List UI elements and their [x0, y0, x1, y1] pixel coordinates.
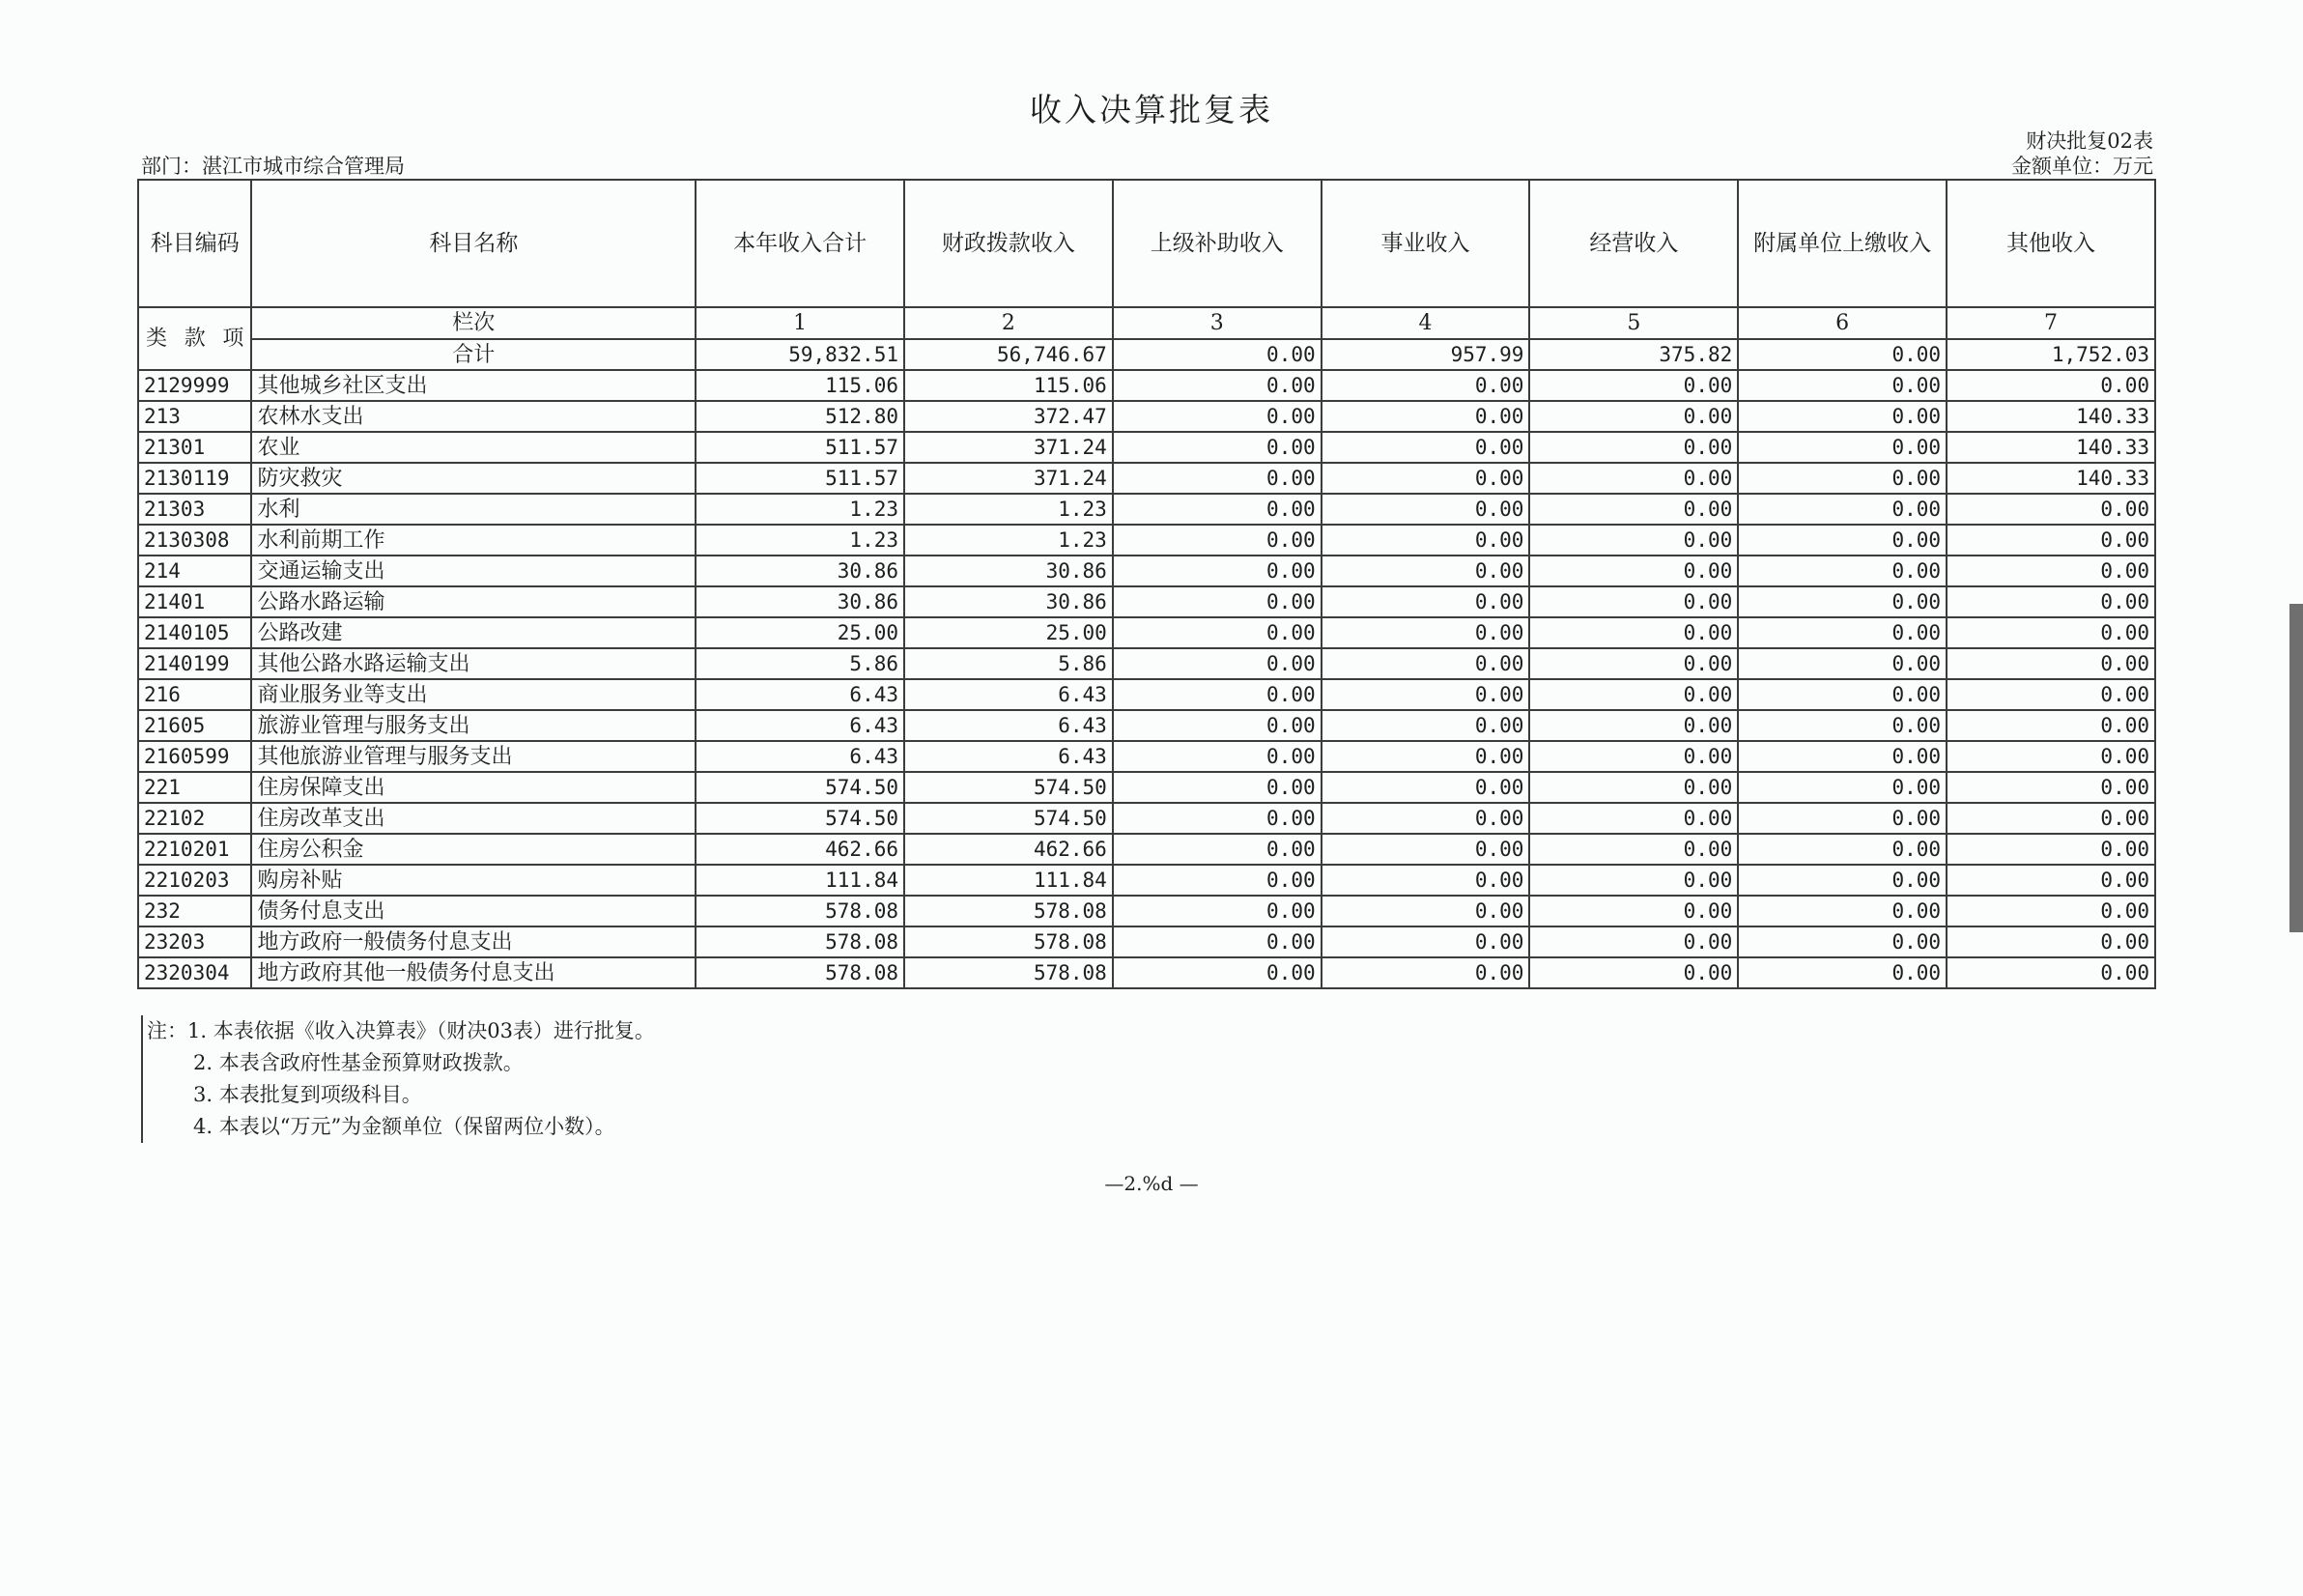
- table-row: [138, 432, 2155, 463]
- amount-cell: 0.00: [1113, 957, 1322, 988]
- subject-code: 22102: [138, 803, 251, 834]
- total-row: [138, 339, 2155, 370]
- subject-code: 2160599: [138, 741, 251, 772]
- amount-cell: 372.47: [904, 401, 1113, 432]
- amount-cell: 0.00: [1113, 648, 1322, 679]
- amount-cell: 0.00: [1947, 865, 2155, 896]
- subject-code: 214: [138, 556, 251, 586]
- total-value: 0.00: [1738, 339, 1947, 370]
- subject-name: 公路水路运输: [251, 586, 696, 617]
- header-affiliate: 附属单位上缴收入: [1738, 180, 1947, 307]
- amount-cell: 140.33: [1947, 401, 2155, 432]
- amount-cell: 0.00: [1529, 525, 1738, 556]
- subject-code: 2130308: [138, 525, 251, 556]
- subject-code: 21301: [138, 432, 251, 463]
- amount-cell: 5.86: [904, 648, 1113, 679]
- column-label: 栏次: [251, 307, 696, 339]
- amount-cell: 0.00: [1738, 525, 1947, 556]
- subject-code: 216: [138, 679, 251, 710]
- amount-cell: 578.08: [696, 896, 904, 926]
- amount-cell: 371.24: [904, 463, 1113, 494]
- amount-cell: 0.00: [1947, 741, 2155, 772]
- amount-cell: 6.43: [904, 741, 1113, 772]
- amount-cell: 0.00: [1947, 896, 2155, 926]
- amount-cell: 0.00: [1113, 401, 1322, 432]
- subject-name: 农林水支出: [251, 401, 696, 432]
- subject-name: 住房保障支出: [251, 772, 696, 803]
- amount-cell: 0.00: [1529, 494, 1738, 525]
- table-row: [138, 896, 2155, 926]
- amount-cell: 0.00: [1113, 370, 1322, 401]
- amount-cell: 0.00: [1738, 494, 1947, 525]
- sub-header-kuan: 款: [184, 327, 206, 351]
- column-number: 2: [904, 307, 1113, 339]
- amount-cell: 0.00: [1322, 401, 1530, 432]
- amount-cell: 0.00: [1322, 463, 1530, 494]
- column-number: 3: [1113, 307, 1322, 339]
- amount-cell: 0.00: [1738, 772, 1947, 803]
- note-1: 注：1. 本表依据《收入决算表》（财决03表）进行批复。: [147, 1019, 655, 1042]
- amount-cell: 0.00: [1529, 957, 1738, 988]
- table-row: [138, 926, 2155, 957]
- amount-cell: 0.00: [1113, 556, 1322, 586]
- amount-cell: 0.00: [1113, 926, 1322, 957]
- amount-cell: 0.00: [1738, 957, 1947, 988]
- amount-cell: 0.00: [1947, 957, 2155, 988]
- column-number: 7: [1947, 307, 2155, 339]
- form-code: 财决批复02表: [2026, 129, 2153, 153]
- amount-cell: 574.50: [904, 772, 1113, 803]
- column-number: 4: [1322, 307, 1530, 339]
- subject-code: 21303: [138, 494, 251, 525]
- amount-cell: 0.00: [1113, 494, 1322, 525]
- amount-cell: 25.00: [696, 617, 904, 648]
- amount-cell: 0.00: [1529, 803, 1738, 834]
- total-value: 56,746.67: [904, 339, 1113, 370]
- amount-cell: 0.00: [1529, 772, 1738, 803]
- amount-cell: 371.24: [904, 432, 1113, 463]
- total-value: 957.99: [1322, 339, 1530, 370]
- amount-cell: 0.00: [1529, 401, 1738, 432]
- scan-edge-mark: [2289, 604, 2303, 932]
- amount-cell: 0.00: [1738, 896, 1947, 926]
- amount-cell: 574.50: [696, 803, 904, 834]
- amount-cell: 30.86: [696, 586, 904, 617]
- amount-cell: 0.00: [1322, 834, 1530, 865]
- amount-cell: 0.00: [1738, 679, 1947, 710]
- header-name: 科目名称: [251, 180, 696, 307]
- subject-code: 2140105: [138, 617, 251, 648]
- amount-cell: 0.00: [1529, 896, 1738, 926]
- amount-cell: 0.00: [1113, 463, 1322, 494]
- table-row: [138, 617, 2155, 648]
- table-row: [138, 741, 2155, 772]
- amount-cell: 30.86: [696, 556, 904, 586]
- amount-cell: 0.00: [1113, 710, 1322, 741]
- amount-cell: 0.00: [1529, 865, 1738, 896]
- amount-cell: 0.00: [1113, 865, 1322, 896]
- note-2: 2. 本表含政府性基金预算财政拨款。: [193, 1051, 524, 1074]
- amount-cell: 6.43: [696, 741, 904, 772]
- amount-cell: 578.08: [904, 896, 1113, 926]
- amount-cell: 25.00: [904, 617, 1113, 648]
- amount-cell: 140.33: [1947, 432, 2155, 463]
- amount-cell: 6.43: [904, 679, 1113, 710]
- subject-code: 232: [138, 896, 251, 926]
- column-number: 1: [696, 307, 904, 339]
- subject-name: 其他城乡社区支出: [251, 370, 696, 401]
- column-number: 5: [1529, 307, 1738, 339]
- amount-cell: 0.00: [1322, 803, 1530, 834]
- amount-cell: 0.00: [1738, 865, 1947, 896]
- amount-cell: 0.00: [1947, 648, 2155, 679]
- header-code: 科目编码: [138, 180, 251, 307]
- amount-cell: 0.00: [1738, 432, 1947, 463]
- note-4: 4. 本表以“万元”为金额单位（保留两位小数）。: [193, 1115, 615, 1138]
- table-row: [138, 370, 2155, 401]
- subject-code: 2320304: [138, 957, 251, 988]
- header-fiscal: 财政拨款收入: [904, 180, 1113, 307]
- amount-cell: 0.00: [1947, 494, 2155, 525]
- table-row: [138, 494, 2155, 525]
- amount-cell: 0.00: [1322, 525, 1530, 556]
- amount-cell: 140.33: [1947, 463, 2155, 494]
- total-value: 375.82: [1529, 339, 1738, 370]
- subject-name: 商业服务业等支出: [251, 679, 696, 710]
- amount-cell: 0.00: [1738, 401, 1947, 432]
- table-row: [138, 648, 2155, 679]
- amount-cell: 462.66: [696, 834, 904, 865]
- amount-cell: 0.00: [1738, 926, 1947, 957]
- amount-cell: 0.00: [1322, 896, 1530, 926]
- table-row: [138, 463, 2155, 494]
- amount-cell: 0.00: [1322, 617, 1530, 648]
- table-row: [138, 401, 2155, 432]
- subject-name: 住房公积金: [251, 834, 696, 865]
- amount-cell: 1.23: [696, 525, 904, 556]
- amount-cell: 0.00: [1947, 772, 2155, 803]
- amount-cell: 0.00: [1947, 617, 2155, 648]
- amount-cell: 0.00: [1738, 648, 1947, 679]
- subject-code: 21605: [138, 710, 251, 741]
- amount-cell: 0.00: [1322, 556, 1530, 586]
- amount-cell: 578.08: [904, 926, 1113, 957]
- amount-cell: 0.00: [1947, 710, 2155, 741]
- subject-name: 防灾救灾: [251, 463, 696, 494]
- header-other: 其他收入: [1947, 180, 2155, 307]
- amount-cell: 0.00: [1322, 741, 1530, 772]
- total-label: 合计: [251, 339, 696, 370]
- amount-cell: 30.86: [904, 556, 1113, 586]
- amount-cell: 6.43: [904, 710, 1113, 741]
- page-title: 收入决算批复表: [1030, 91, 1273, 128]
- amount-cell: 0.00: [1738, 834, 1947, 865]
- amount-cell: 0.00: [1113, 834, 1322, 865]
- amount-cell: 0.00: [1322, 865, 1530, 896]
- subject-code: 23203: [138, 926, 251, 957]
- amount-cell: 0.00: [1529, 432, 1738, 463]
- amount-cell: 0.00: [1529, 370, 1738, 401]
- amount-cell: 0.00: [1529, 926, 1738, 957]
- amount-cell: 0.00: [1529, 679, 1738, 710]
- subject-name: 地方政府其他一般债务付息支出: [251, 957, 696, 988]
- subject-name: 其他公路水路运输支出: [251, 648, 696, 679]
- amount-cell: 0.00: [1529, 741, 1738, 772]
- amount-cell: 0.00: [1947, 803, 2155, 834]
- amount-cell: 0.00: [1322, 432, 1530, 463]
- income-settlement-table: [137, 179, 2156, 989]
- amount-cell: 0.00: [1947, 926, 2155, 957]
- header-row: [138, 180, 2155, 307]
- subject-name: 购房补贴: [251, 865, 696, 896]
- note-3: 3. 本表批复到项级科目。: [193, 1083, 422, 1106]
- amount-cell: 0.00: [1738, 617, 1947, 648]
- subject-code: 213: [138, 401, 251, 432]
- amount-cell: 111.84: [904, 865, 1113, 896]
- subject-name: 农业: [251, 432, 696, 463]
- subject-name: 住房改革支出: [251, 803, 696, 834]
- amount-cell: 0.00: [1529, 834, 1738, 865]
- page-number: —2.%d —: [1104, 1172, 1199, 1195]
- amount-cell: 0.00: [1738, 463, 1947, 494]
- header-operating: 经营收入: [1529, 180, 1738, 307]
- amount-cell: 0.00: [1322, 926, 1530, 957]
- amount-cell: 0.00: [1322, 370, 1530, 401]
- subject-code: 2140199: [138, 648, 251, 679]
- amount-cell: 0.00: [1738, 803, 1947, 834]
- amount-cell: 574.50: [696, 772, 904, 803]
- amount-cell: 0.00: [1322, 957, 1530, 988]
- table-row: [138, 803, 2155, 834]
- amount-cell: 0.00: [1113, 525, 1322, 556]
- subject-name: 地方政府一般债务付息支出: [251, 926, 696, 957]
- amount-cell: 0.00: [1529, 617, 1738, 648]
- total-value: 1,752.03: [1947, 339, 2155, 370]
- subject-code: 221: [138, 772, 251, 803]
- subject-name: 债务付息支出: [251, 896, 696, 926]
- lei-kuan-xiang-cell: [138, 307, 251, 370]
- subject-code: 21401: [138, 586, 251, 617]
- amount-cell: 578.08: [696, 957, 904, 988]
- subject-name: 交通运输支出: [251, 556, 696, 586]
- amount-cell: 0.00: [1947, 525, 2155, 556]
- amount-cell: 0.00: [1738, 556, 1947, 586]
- amount-cell: 0.00: [1113, 617, 1322, 648]
- notes: [141, 1015, 655, 1143]
- subject-name: 其他旅游业管理与服务支出: [251, 741, 696, 772]
- table-row: [138, 957, 2155, 988]
- table-row: [138, 525, 2155, 556]
- amount-cell: 0.00: [1947, 556, 2155, 586]
- amount-cell: 115.06: [904, 370, 1113, 401]
- subject-code: 2130119: [138, 463, 251, 494]
- amount-cell: 0.00: [1529, 648, 1738, 679]
- amount-cell: 6.43: [696, 679, 904, 710]
- amount-cell: 30.86: [904, 586, 1113, 617]
- amount-cell: 574.50: [904, 803, 1113, 834]
- table-row: [138, 772, 2155, 803]
- amount-cell: 0.00: [1322, 679, 1530, 710]
- amount-cell: 0.00: [1322, 710, 1530, 741]
- amount-cell: 0.00: [1113, 741, 1322, 772]
- header-superior: 上级补助收入: [1113, 180, 1322, 307]
- amount-cell: 6.43: [696, 710, 904, 741]
- amount-cell: 0.00: [1947, 834, 2155, 865]
- amount-cell: 0.00: [1529, 556, 1738, 586]
- table-row: [138, 586, 2155, 617]
- amount-cell: 512.80: [696, 401, 904, 432]
- total-value: 0.00: [1113, 339, 1322, 370]
- amount-cell: 1.23: [904, 525, 1113, 556]
- amount-cell: 0.00: [1113, 803, 1322, 834]
- subject-code: 2210201: [138, 834, 251, 865]
- amount-cell: 0.00: [1738, 710, 1947, 741]
- table-row: [138, 710, 2155, 741]
- amount-cell: 5.86: [696, 648, 904, 679]
- unit-label: 金额单位：万元: [2011, 155, 2153, 178]
- header-total: 本年收入合计: [696, 180, 904, 307]
- amount-cell: 0.00: [1947, 370, 2155, 401]
- amount-cell: 0.00: [1322, 586, 1530, 617]
- subject-code: 2129999: [138, 370, 251, 401]
- table-row: [138, 679, 2155, 710]
- department-label: 部门：湛江市城市综合管理局: [141, 155, 405, 178]
- amount-cell: 0.00: [1738, 586, 1947, 617]
- subject-name: 水利: [251, 494, 696, 525]
- amount-cell: 511.57: [696, 463, 904, 494]
- amount-cell: 0.00: [1529, 710, 1738, 741]
- subject-name: 公路改建: [251, 617, 696, 648]
- subject-name: 水利前期工作: [251, 525, 696, 556]
- amount-cell: 0.00: [1738, 370, 1947, 401]
- total-value: 59,832.51: [696, 339, 904, 370]
- sub-header-xiang: 项: [222, 327, 244, 351]
- amount-cell: 0.00: [1738, 741, 1947, 772]
- amount-cell: 0.00: [1113, 586, 1322, 617]
- amount-cell: 111.84: [696, 865, 904, 896]
- amount-cell: 0.00: [1529, 463, 1738, 494]
- table-row: [138, 865, 2155, 896]
- amount-cell: 0.00: [1322, 772, 1530, 803]
- amount-cell: 0.00: [1113, 679, 1322, 710]
- table-row: [138, 556, 2155, 586]
- subject-code: 2210203: [138, 865, 251, 896]
- amount-cell: 0.00: [1947, 679, 2155, 710]
- amount-cell: 0.00: [1947, 586, 2155, 617]
- amount-cell: 0.00: [1529, 586, 1738, 617]
- amount-cell: 0.00: [1113, 432, 1322, 463]
- column-number: 6: [1738, 307, 1947, 339]
- amount-cell: 578.08: [696, 926, 904, 957]
- amount-cell: 0.00: [1322, 648, 1530, 679]
- amount-cell: 578.08: [904, 957, 1113, 988]
- amount-cell: 462.66: [904, 834, 1113, 865]
- amount-cell: 115.06: [696, 370, 904, 401]
- sub-header-lei: 类: [146, 327, 168, 351]
- amount-cell: 0.00: [1322, 494, 1530, 525]
- amount-cell: 0.00: [1113, 896, 1322, 926]
- column-number-row: [138, 307, 2155, 339]
- amount-cell: 1.23: [696, 494, 904, 525]
- amount-cell: 1.23: [904, 494, 1113, 525]
- amount-cell: 0.00: [1113, 772, 1322, 803]
- table-row: [138, 834, 2155, 865]
- subject-name: 旅游业管理与服务支出: [251, 710, 696, 741]
- header-business: 事业收入: [1322, 180, 1530, 307]
- amount-cell: 511.57: [696, 432, 904, 463]
